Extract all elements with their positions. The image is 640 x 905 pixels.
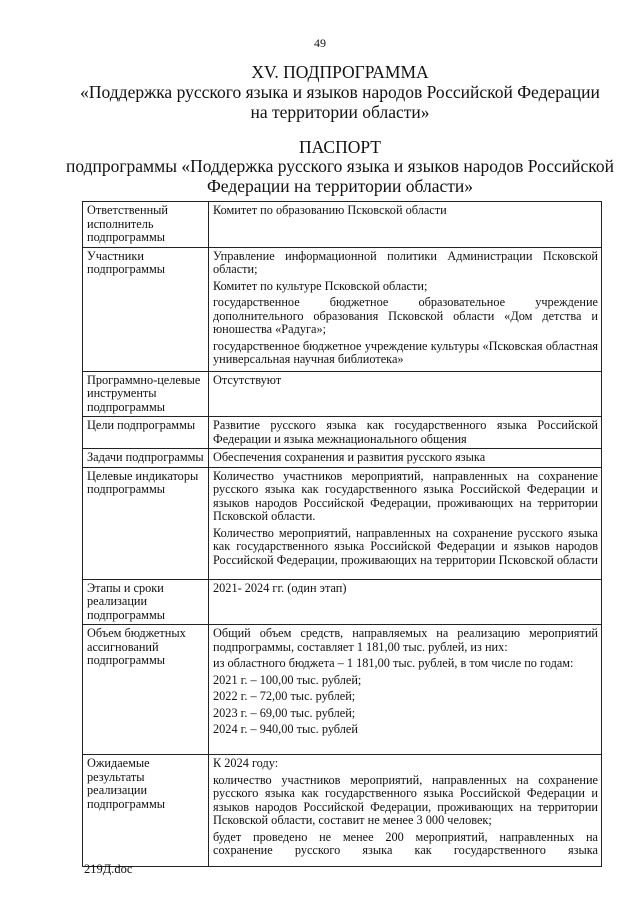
table-row: [83, 417, 602, 449]
row-value: [209, 449, 602, 468]
row-label: Ожидаемые результаты реализации подпрограммы: [83, 755, 209, 867]
row-value: [209, 755, 602, 867]
row-label: Задачи подпрограммы: [83, 449, 209, 468]
table-row: [83, 755, 602, 867]
table-row: [83, 202, 602, 248]
table-row: [83, 579, 602, 625]
row-value: [209, 417, 602, 449]
row-paragraph: государственное бюджетное учреждение культуры «Псковская областная универсальная научная библиотека»: [213, 338, 598, 366]
row-paragraph: 2024 г. – 940,00 тыс. рублей: [213, 722, 358, 736]
passport-subtitle-line: подпрограммы «Поддержка русского языка и языков народов Российской: [65, 156, 615, 176]
row-label: Программно-целевые инструменты подпрограммы: [83, 371, 209, 417]
passport-table-body: [83, 202, 602, 867]
table-row: [83, 449, 602, 468]
row-paragraph: 2021 г. – 100,00 тыс. рублей;: [213, 672, 362, 687]
row-paragraph: Количество мероприятий, направленных на сохранение русского языка как государственного языка Российской Федерации и языков народов Российской Федерации, проживающих на территории Псковской области: [213, 525, 598, 567]
row-paragraph: из областного бюджета – 1 181,00 тыс. рублей, в том числе по годам:: [213, 656, 574, 670]
row-paragraph: Обеспечения сохранения и развития русского языка: [213, 450, 486, 464]
row-paragraph: Количество участников мероприятий, направленных на сохранение русского языка как государственного языка Российской Федерации и языков народов Российской Федерации, проживающих на территории Псковской области.: [213, 468, 598, 523]
row-paragraph: Общий объем средств, направляемых на реализацию мероприятий подпрограммы, составляет 1 181,00 тыс. рублей, из них:: [213, 626, 598, 654]
row-label: Этапы и сроки реализации подпрограммы: [83, 579, 209, 625]
page-number: 49: [314, 36, 326, 50]
table-row: [83, 247, 602, 371]
table-row: [83, 625, 602, 755]
footer-filename: 219Д.doc: [84, 862, 133, 876]
section-title-line: «Поддержка русского языка и языков народов Российской Федерации: [80, 82, 600, 102]
row-paragraph: Отсутствуют: [213, 372, 282, 387]
row-label: Цели подпрограммы: [83, 417, 209, 449]
row-label: Объем бюджетных ассигнований подпрограммы: [83, 625, 209, 755]
section-title: [60, 62, 620, 122]
row-label: Целевые индикаторы подпрограммы: [83, 467, 209, 579]
row-paragraph: государственное бюджетное образовательное учреждение дополнительного образования Псковской области «Дом детства и юношества «Радуга»;: [213, 295, 598, 336]
row-value: [209, 371, 602, 417]
passport-subtitle: [60, 156, 620, 196]
table-row: [83, 467, 602, 579]
row-paragraph: К 2024 году:: [213, 756, 279, 770]
passport-table: [82, 201, 602, 867]
row-paragraph: Комитет по образованию Псковской области: [213, 203, 447, 217]
row-value: [209, 625, 602, 755]
row-value: [209, 467, 602, 579]
row-paragraph: Развитие русского языка как государственного языка Российской Федерации и языка межнационального общения: [213, 418, 598, 446]
row-paragraph: количество участников мероприятий, направленных на сохранение русского языка как государственного языка Российской Федерации и языков народов Российской Федерации, проживающих на территории Псковской области, составит не менее 3 000 человек;: [213, 772, 598, 827]
row-value: [209, 579, 602, 625]
row-label: Участники подпрограммы: [83, 247, 209, 371]
section-heading: XV. ПОДПРОГРАММА: [251, 62, 429, 82]
passport-subtitle-line: Федерации на территории области»: [206, 176, 474, 196]
row-paragraph: 2022 г. – 72,00 тыс. рублей;: [213, 689, 356, 703]
row-paragraph: Управление информационной политики Администрации Псковской области;: [213, 248, 598, 276]
row-value: [209, 247, 602, 371]
row-label: Ответственный исполнитель подпрограммы: [83, 202, 209, 248]
passport-title: ПАСПОРТ: [299, 137, 381, 157]
row-paragraph: Комитет по культуре Псковской области;: [213, 278, 428, 293]
row-paragraph: будет проведено не менее 200 мероприятий, направленных на сохранение русского языка как государственного языка: [213, 829, 598, 857]
row-value: [209, 202, 602, 248]
row-paragraph: 2021- 2024 гг. (один этап): [213, 580, 347, 595]
section-title-line: на территории области»: [250, 102, 430, 122]
row-paragraph: 2023 г. – 69,00 тыс. рублей;: [213, 705, 356, 720]
table-row: [83, 371, 602, 417]
